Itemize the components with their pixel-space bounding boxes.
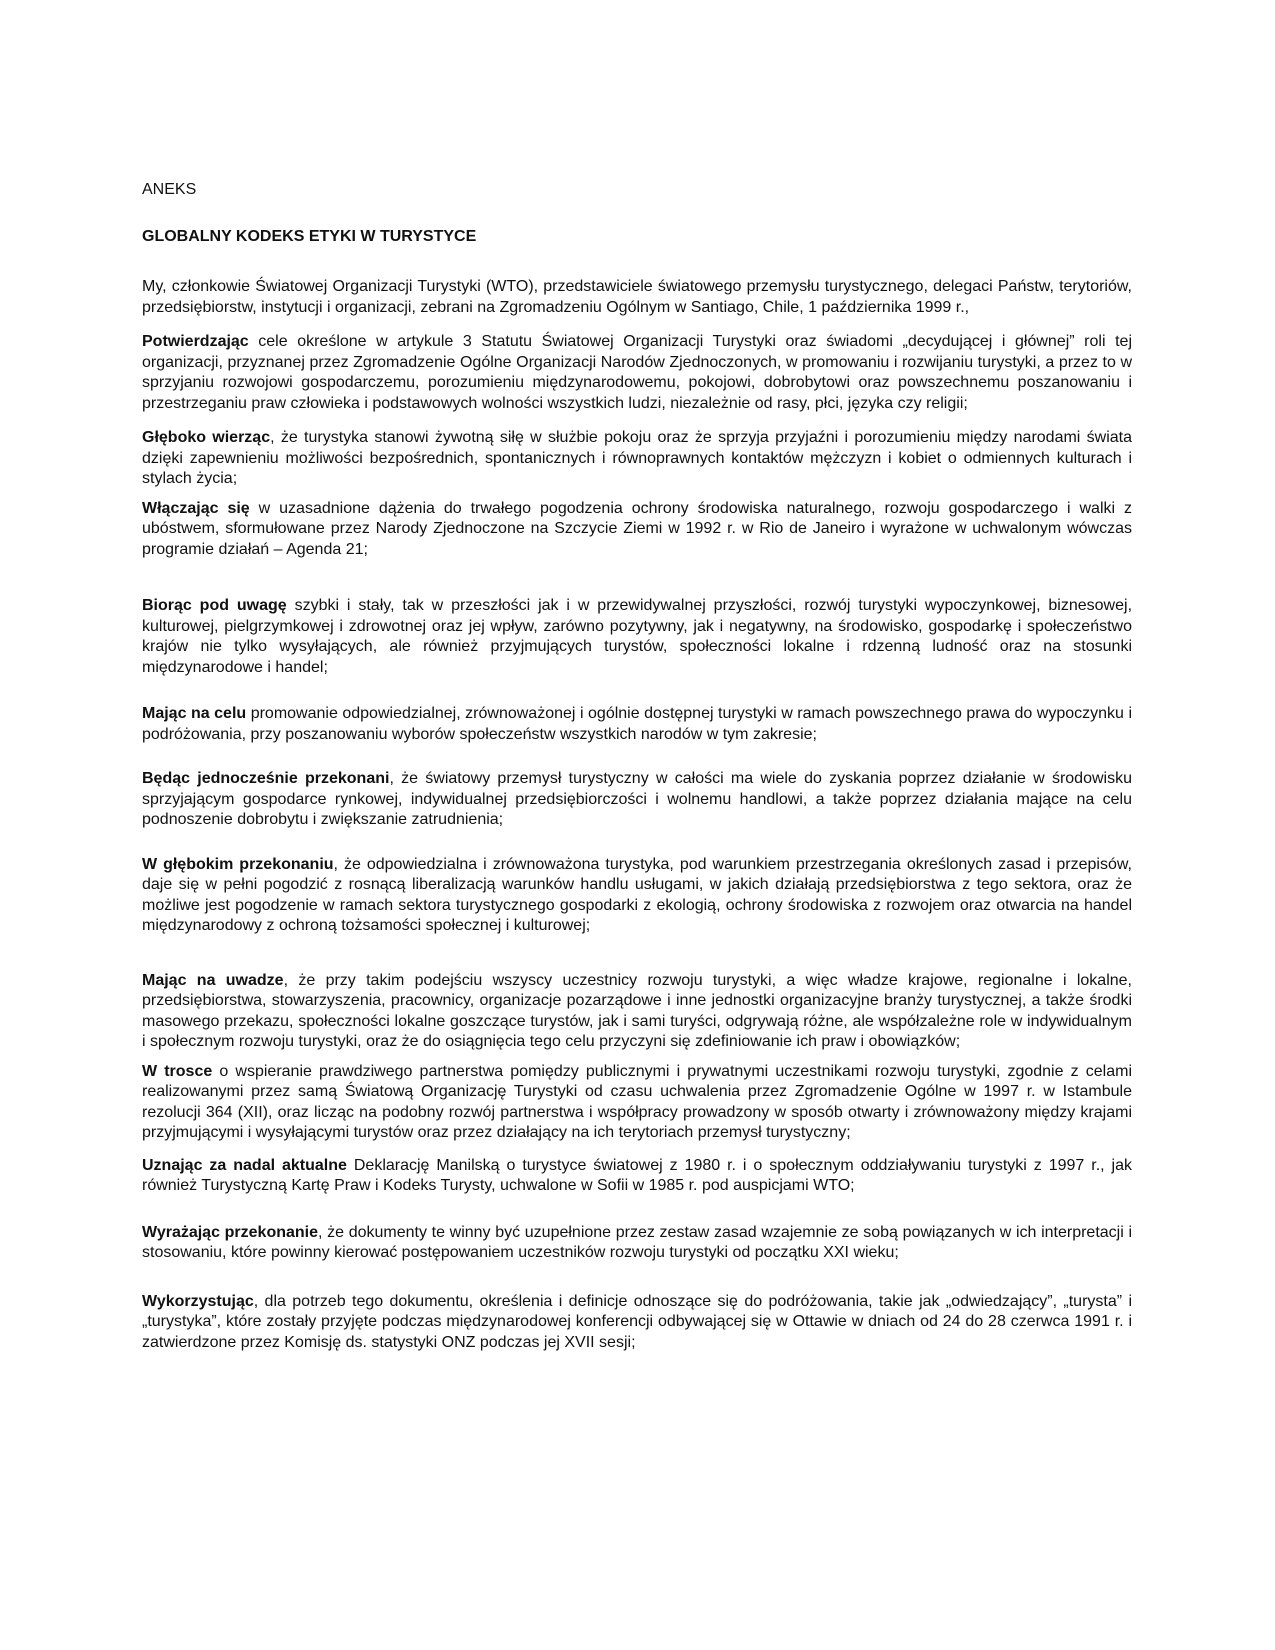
paragraph <box>142 428 1132 490</box>
paragraph-lead: W trosce <box>142 1062 213 1080</box>
paragraph-text: , że dokumenty te winny być uzupełnione przez zestaw zasad wzajemnie ze sobą powiązanych w ich interpretacji i stosowaniu, które powinny kierować postępowaniem uczestników rozwoju turystyki od początku XXI wieku; <box>142 1223 1133 1261</box>
paragraph-text: , że przy takim podejściu wszyscy uczestnicy rozwoju turystyki, a więc władze krajowe, regionalne i lokalne, przedsiębiorstwa, stowarzyszenia, pracownicy, organizacje pozarządowe i inne jednostki organizacyjne branży turystycznej, a także środki masowego przekazu, społeczności lokalne goszczące turystów, jak i sami turyści, odgrywają różne, ale współzależne role w indywidualnym i społecznym rozwoju turystyki, oraz że do osiągnięcia tego celu przyczyni się zdefiniowanie ich praw i obowiązków; <box>142 971 1132 1050</box>
paragraph <box>142 704 1132 745</box>
paragraph-lead: Wykorzystując <box>142 1292 254 1310</box>
paragraph-lead: Mając na uwadze <box>142 971 284 989</box>
paragraph-text: My, członkowie Światowej Organizacji Turystyki (WTO), przedstawiciele światowego przemysłu turystycznego, delegaci Państw, terytoriów, przedsiębiorstw, instytucji i organizacji, zebrani na Zgromadzeniu Ogólnym w Santiago, Chile, 1 października 1999 r., <box>142 278 1132 316</box>
paragraph-lead: Wyrażając przekonanie <box>142 1223 319 1241</box>
paragraph-text: Deklarację Manilską o turystyce światowej z 1980 r. i o społecznym oddziaływaniu turystyki z 1997 r., jak również Turystyczną Kartę Praw i Kodeks Turysty, uchwalone w Sofii w 1985 r. pod auspicjami WTO; <box>142 1156 1133 1194</box>
paragraph <box>142 1062 1132 1144</box>
paragraph-text: w uzasadnione dążenia do trwałego pogodzenia ochrony środowiska naturalnego, rozwoju gospodarczego i walki z ubóstwem, sformułowane przez Narody Zjednoczone na Szczycie Ziemi w 1992 r. w Rio de Janeiro i wyrażone w uchwalonym wówczas programie działań – Agenda 21; <box>142 499 1133 558</box>
paragraph-text: , że światowy przemysł turystyczny w całości ma wiele do zyskania poprzez działanie w środowisku sprzyjającym gospodarce rynkowej, indywidualnej przedsiębiorczości i wolnemu handlowi, a także poprzez działania mające na celu podnoszenie dobrobytu i zwiększanie zatrudnienia; <box>142 770 1132 828</box>
paragraph <box>142 769 1132 831</box>
paragraph-lead: Głęboko wierząc <box>142 429 271 446</box>
paragraph-lead: Biorąc pod uwagę <box>142 597 287 614</box>
paragraph-text: , dla potrzeb tego dokumentu, określenia i definicje odnoszące się do podróżowania, takie jak „odwiedzający”, „turysta” i „turystyka”, które zostały przyjęte podczas międzynarodowej konferencji odbywającej się w Ottawie w dniach od 24 do 28 czerwca 1991 r. i zatwierdzone przez Komisję ds. statystyki ONZ podczas jej XVII sesji; <box>142 1292 1132 1351</box>
document-title: GLOBALNY KODEKS ETYKI W TURYSTYCE <box>142 227 477 245</box>
paragraph-lead: Włączając się <box>142 499 250 517</box>
paragraph <box>142 1156 1132 1197</box>
paragraph-text: promowanie odpowiedzialnej, zrównoważonej i ogólnie dostępnej turystyki w ramach powszechnego prawa do wypoczynku i podróżowania, przy poszanowaniu wyborów społeczeństw wszystkich narodów w tym zakresie; <box>142 705 1133 743</box>
paragraph-text: szybki i stały, tak w przeszłości jak i w przewidywalnej przyszłości, rozwój turystyki wypoczynkowej, biznesowej, kulturowej, pielgrzymkowej i zdrowotnej oraz jej wpływ, zarówno pozytywny, jak i negatywny, na środowisko, gospodarkę i społeczeństwo krajów nie tylko wysyłających, ale również przyjmujących turystów, społeczności lokalne i rdzenną ludność oraz na stosunki międzynarodowe i handel; <box>142 597 1133 676</box>
paragraph-lead: Będąc jednocześnie przekonani <box>142 770 390 787</box>
paragraph-text: , że turystyka stanowi żywotną siłę w służbie pokoju oraz że sprzyja przyjaźni i porozumieniu między narodami świata dzięki zapewnieniu możliwości bezpośrednich, spontanicznych i równoprawnych kontaktów mężczyzn i kobiet o odmiennych kulturach i stylach życia; <box>142 429 1132 487</box>
paragraph-text: o wspieranie prawdziwego partnerstwa pomiędzy publicznymi i prywatnymi uczestnikami rozwoju turystyki, zgodnie z celami realizowanymi przez samą Światową Organizację Turystyki od czasu uchwalenia przez Zgromadzenie Ogólne w 1997 r. w Istambule rezolucji 364 (XII), oraz licząc na podobny rozwój partnerstwa i współpracy prowadzony w sposób otwarty i zrównoważony między krajami przyjmującymi i wysyłającymi turystów oraz przez działający na ich terytoriach przemysł turystyczny; <box>142 1062 1133 1141</box>
paragraph <box>142 1292 1132 1354</box>
paragraph-lead: Potwierdzając <box>142 333 249 350</box>
paragraph <box>142 332 1132 414</box>
paragraph-text: , że odpowiedzialna i zrównoważona turystyka, pod warunkiem przestrzegania określonych zasad i przepisów, daje się w pełni pogodzić z rosnącą liberalizacją warunków handlu usługami, w jakich działają przedsiębiorstwa z tego sektora, oraz że możliwe jest pogodzenie w ramach sektora turystycznego gospodarki z ekologią, ochrony środowiska z rozwojem oraz otwarcia na handel międzynarodowy z ochroną tożsamości społecznej i kulturowej; <box>142 855 1132 934</box>
paragraph <box>142 277 1132 318</box>
paragraph <box>142 855 1132 937</box>
paragraph <box>142 499 1132 561</box>
paragraph <box>142 971 1132 1053</box>
document-content <box>142 180 1132 1353</box>
paragraph-lead: Mając na celu <box>142 705 247 722</box>
paragraph <box>142 1223 1132 1264</box>
annex-label: ANEKS <box>142 181 197 198</box>
paragraph-lead: W głębokim przekonaniu <box>142 855 334 873</box>
paragraph-lead: Uznając za nadal aktualne <box>142 1156 347 1174</box>
paragraph-text: cele określone w artykule 3 Statutu Światowej Organizacji Turystyki oraz świadomi „decydującej i głównej” roli tej organizacji, przyznanej przez Zgromadzenie Ogólne Organizacji Narodów Zjednoczonych, w promowaniu i rozwijaniu turystyki, a przez to w sprzyjaniu rozwojowi gospodarczemu, porozumieniu międzynarodowemu, pokojowi, dobrobytowi oraz powszechnemu poszanowaniu i przestrzeganiu praw człowieka i podstawowych wolności wszystkich ludzi, niezależnie od rasy, płci, języka czy religii; <box>142 333 1132 412</box>
paragraph <box>142 596 1132 678</box>
